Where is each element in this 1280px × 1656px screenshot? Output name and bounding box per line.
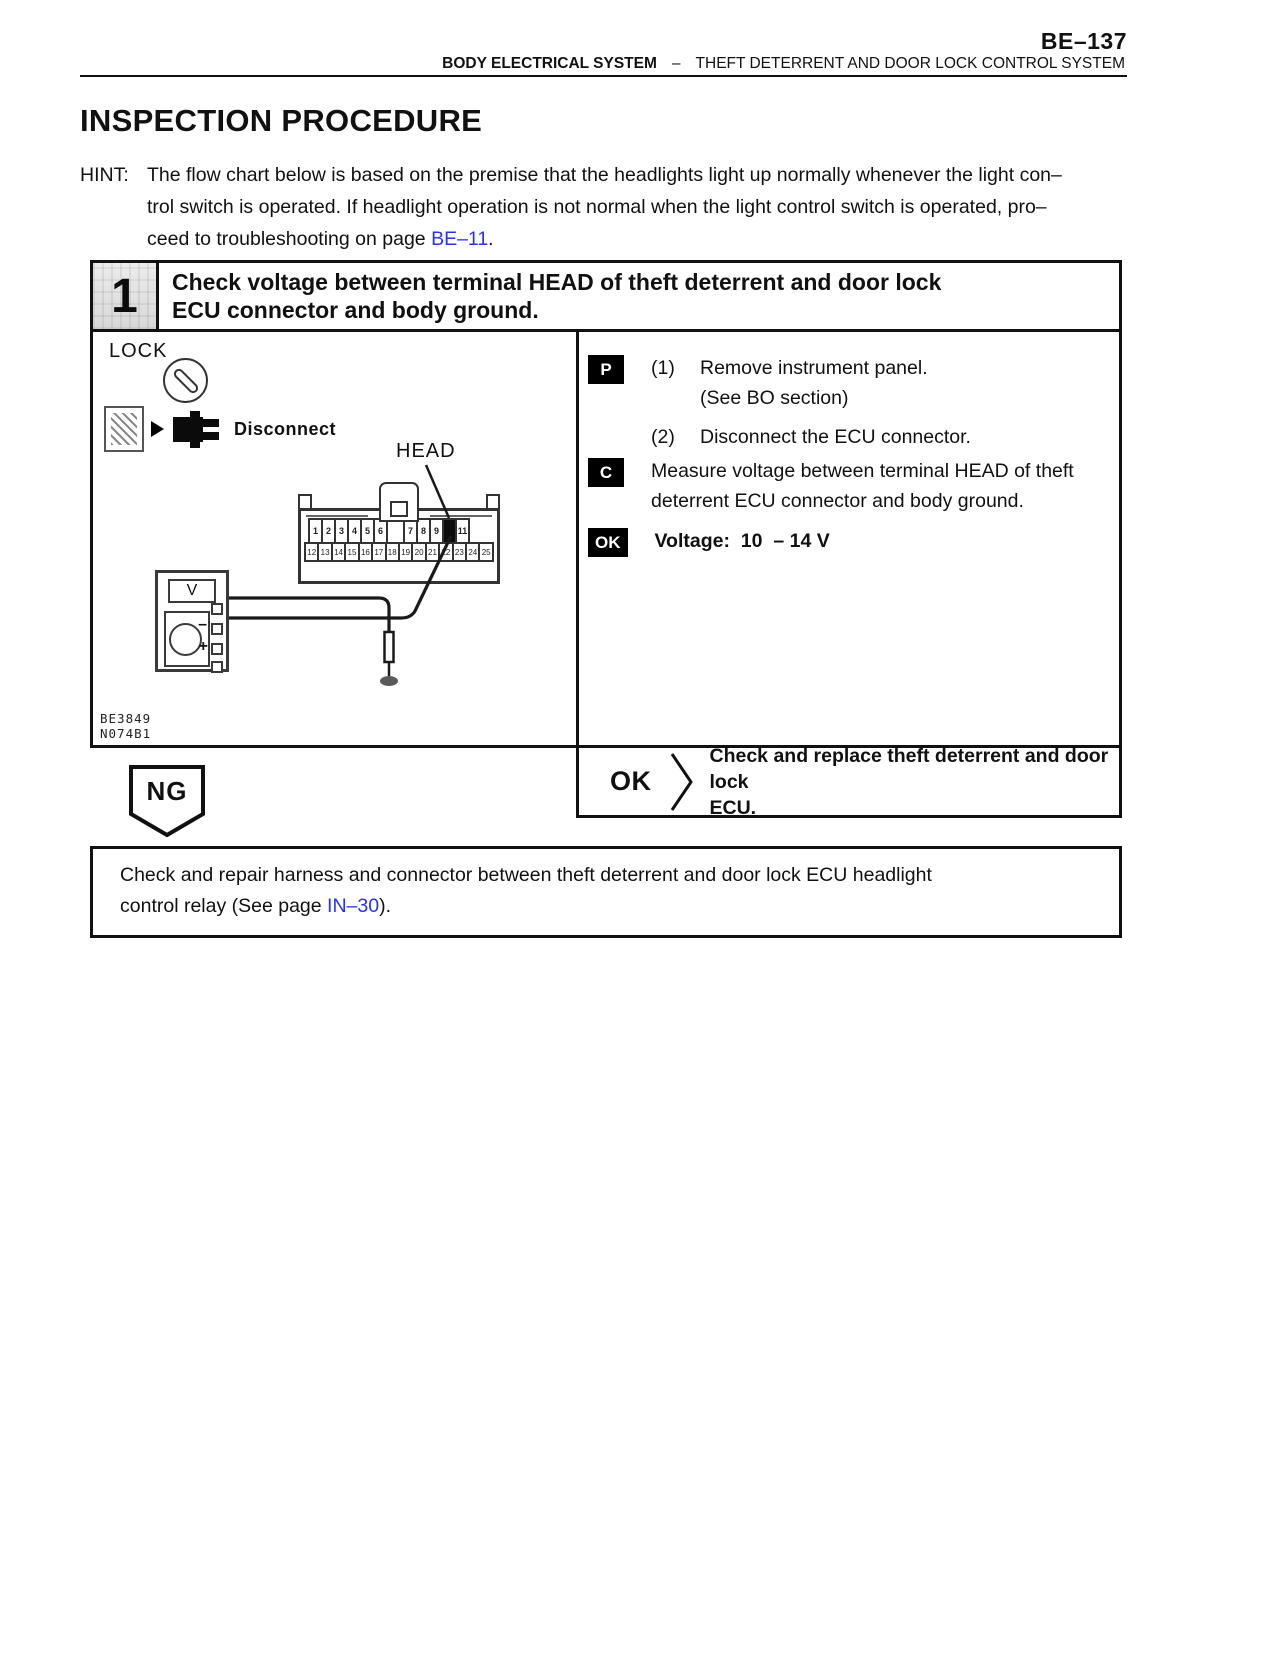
connector-pin-23: 23 — [452, 542, 467, 562]
head-terminal-label: HEAD — [396, 440, 456, 462]
ok-chevron-icon — [669, 752, 695, 812]
disconnect-legend — [104, 406, 336, 452]
voltmeter-display: V — [168, 579, 216, 603]
connector-pin-21: 21 — [425, 542, 440, 562]
voltmeter — [155, 570, 229, 672]
pin-row-bottom — [301, 542, 497, 562]
voltmeter-terminal — [211, 603, 223, 615]
step-body — [93, 332, 1119, 745]
ok-action-text: Check and replace theft deterrent and door lock ECU. — [709, 744, 1109, 819]
connector-pin-4: 4 — [347, 518, 362, 544]
ng-label: NG — [146, 776, 188, 806]
ground-probe — [385, 632, 394, 662]
ng-action-box — [90, 846, 1122, 938]
connector-pin-5: 5 — [360, 518, 375, 544]
header-section: BODY ELECTRICAL SYSTEM — [442, 55, 657, 72]
connector-pin-14: 14 — [331, 542, 346, 562]
voltmeter-face — [164, 611, 210, 667]
hint-text-3: ceed to troubleshooting on page — [147, 228, 432, 250]
check-badge: C — [588, 458, 624, 487]
connector-pin-25: 25 — [478, 542, 493, 562]
voltmeter-dial — [169, 623, 202, 656]
prepare-badge: P — [588, 355, 624, 384]
diagram-panel — [93, 332, 579, 745]
step-header — [93, 263, 1119, 332]
hint-line-1 — [80, 159, 1170, 191]
running-header — [442, 55, 1125, 73]
voltmeter-terminal — [211, 661, 223, 673]
hint-text-1: The flow chart below is based on the premise that the headlights light up normally whenever the light con– — [147, 164, 1062, 186]
key-cylinder-icon — [163, 358, 208, 403]
prepare-step-1 — [651, 353, 971, 413]
page-title: INSPECTION PROCEDURE — [80, 103, 483, 138]
arrow-right-icon — [151, 421, 164, 437]
disconnect-label: Disconnect — [234, 418, 337, 439]
connector-pin-9: 9 — [429, 518, 444, 544]
step-1-text: Remove instrument panel. — [700, 357, 928, 379]
connector-pin-3: 3 — [334, 518, 349, 544]
step-title-line-2: ECU connector and body ground. — [172, 297, 539, 323]
step-1-reference: (See BO section) — [700, 387, 849, 409]
connector-pin-24: 24 — [465, 542, 480, 562]
minus-terminal-label: – — [198, 616, 207, 633]
connector-pin-11: 11 — [455, 518, 470, 544]
ok-result-label: OK — [610, 766, 652, 796]
pin-group-top-left — [308, 518, 388, 544]
procedure-panel — [579, 332, 1119, 745]
page-number: BE–137 — [1040, 28, 1127, 54]
prepare-row — [588, 353, 971, 452]
ok-spec-badge: OK — [588, 528, 628, 557]
page-link-in30[interactable]: IN–30 — [327, 895, 380, 917]
connector-pin-8: 8 — [416, 518, 431, 544]
connector-pin-1: 1 — [308, 518, 323, 544]
connector-pin-6: 6 — [373, 518, 388, 544]
spec-row — [588, 526, 830, 557]
figure-code-line-1: BE3849 — [100, 711, 152, 726]
connector-pin-19: 19 — [398, 542, 413, 562]
hint-text-3b: . — [488, 228, 494, 250]
hint-block — [80, 159, 1170, 255]
ok-result-box — [576, 745, 1122, 818]
connector-pin-15: 15 — [344, 542, 359, 562]
hatched-component-icon — [104, 406, 144, 452]
connector-pin-7: 7 — [403, 518, 418, 544]
figure-code-line-2: N074B1 — [100, 726, 152, 741]
header-separator: – — [671, 55, 681, 72]
step-1-number: (1) — [651, 357, 675, 379]
step-2-text: Disconnect the ECU connector. — [700, 426, 971, 448]
hint-line-2: trol switch is operated. If headlight operation is not normal when the light control switch is operated, pro– — [147, 196, 1047, 218]
plus-terminal-label: + — [198, 638, 208, 655]
key-slot-icon — [171, 366, 199, 394]
connector-pin-12: 12 — [304, 542, 319, 562]
connector-pin-2: 2 — [321, 518, 336, 544]
connector-pin-22: 22 — [438, 542, 453, 562]
page-link-be11[interactable]: BE–11 — [431, 228, 489, 250]
figure-code — [100, 711, 151, 741]
hint-line-3 — [80, 223, 1170, 255]
ng-result-badge — [128, 764, 206, 838]
step-title — [159, 263, 1119, 329]
lock-label: LOCK — [109, 340, 168, 362]
voltage-spec: Voltage: 10 – 14 V — [654, 530, 830, 552]
connector-pin-10: 10 — [442, 518, 457, 544]
negative-lead-wire — [229, 598, 389, 632]
voltmeter-terminal — [211, 643, 223, 655]
connector-pin-13: 13 — [317, 542, 332, 562]
check-text: Measure voltage between terminal HEAD of theft deterrent ECU connector and body ground. — [651, 460, 1074, 512]
connector-pin-16: 16 — [358, 542, 373, 562]
connector-plug-icon — [169, 408, 225, 450]
ecu-connector-drawing — [298, 482, 500, 586]
connector-pin-20: 20 — [411, 542, 426, 562]
ground-contact — [380, 676, 398, 686]
header-rule — [80, 75, 1127, 77]
connector-pin-18: 18 — [385, 542, 400, 562]
flowchart-step-box — [90, 260, 1122, 748]
header-subsection: THEFT DETERRENT AND DOOR LOCK CONTROL SYSTEM — [695, 55, 1125, 72]
step-2-number: (2) — [651, 426, 675, 448]
hint-label: HINT: — [80, 164, 129, 186]
check-row — [588, 456, 1129, 516]
voltmeter-terminal — [211, 623, 223, 635]
step-number-badge: 1 — [93, 263, 159, 329]
connector-latch — [379, 482, 419, 522]
ng-action-line-1: Check and repair harness and connector between theft deterrent and door lock ECU headlight — [120, 864, 932, 886]
connector-pin-17: 17 — [371, 542, 386, 562]
step-title-line-1: Check voltage between terminal HEAD of theft deterrent and door lock — [172, 269, 942, 295]
ng-action-line-2: control relay (See page IN–30). — [120, 895, 392, 917]
prepare-step-2 — [651, 422, 971, 452]
